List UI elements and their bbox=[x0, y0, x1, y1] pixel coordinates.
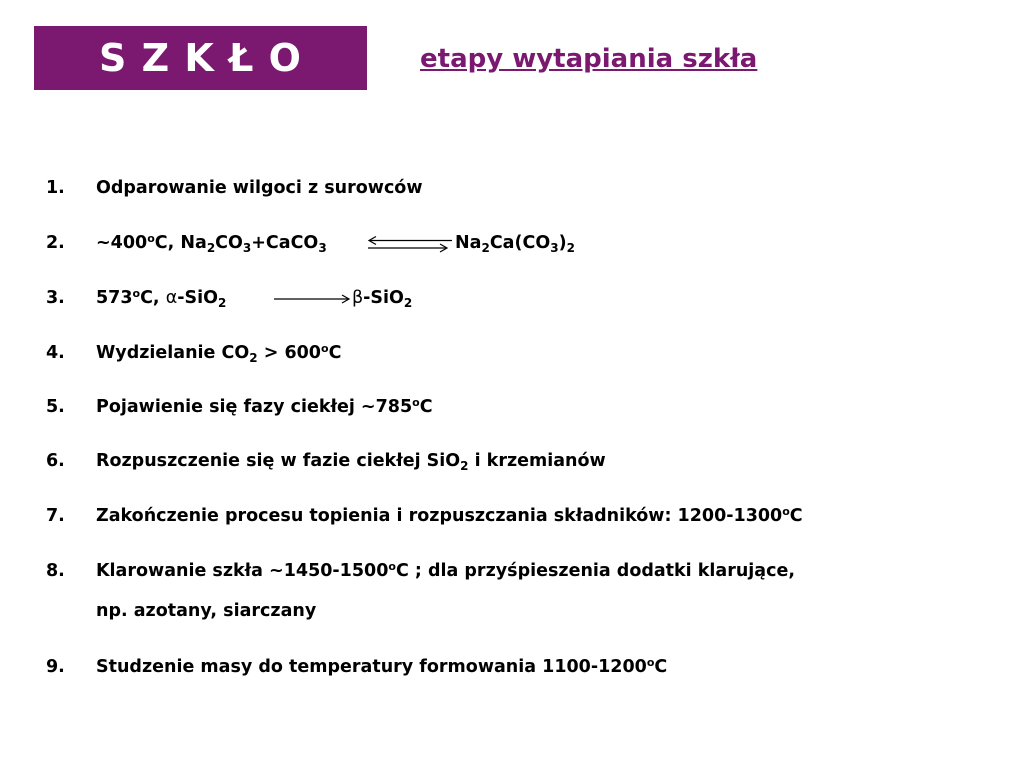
step-text: Pojawienie się fazy ciekłej ~785$^o$C bbox=[96, 396, 433, 417]
step-4 bbox=[0, 343, 1024, 373]
slide-title: S Z K Ł O bbox=[99, 36, 302, 80]
step-number: 7. bbox=[46, 506, 65, 526]
slide-subtitle: etapy wytapiania szkła bbox=[420, 44, 758, 74]
step-text: Klarowanie szkła ~1450-1500$^o$C ; dla przyśpieszenia dodatki klarujące, bbox=[96, 560, 796, 581]
transition-arrow-icon bbox=[272, 291, 352, 307]
step-8 bbox=[0, 561, 1024, 631]
step-text: Odparowanie wilgoci z surowców bbox=[96, 178, 423, 198]
step-7 bbox=[0, 506, 1024, 536]
step-5 bbox=[0, 397, 1024, 427]
step-text: ~400$^o$C, $Na_2CO_3+CaCO_3$ bbox=[96, 232, 327, 255]
step-text-continuation: np. azotany, siarczany bbox=[96, 601, 317, 621]
step-number: 3. bbox=[46, 288, 65, 308]
step-3 bbox=[0, 288, 1024, 318]
step-text: Rozpuszczenie się w fazie ciekłej SiO$_2$ i krzemianów bbox=[96, 451, 606, 473]
step-1 bbox=[0, 178, 1024, 208]
step-number: 9. bbox=[46, 657, 65, 677]
step-number: 8. bbox=[46, 561, 65, 581]
transition-product: β-SiO$_2$ bbox=[352, 288, 413, 310]
step-9 bbox=[0, 657, 1024, 687]
step-number: 6. bbox=[46, 451, 65, 471]
step-text: 573$^o$C, α-SiO$_2$ bbox=[96, 287, 227, 310]
equilibrium-arrow-icon bbox=[364, 235, 454, 255]
step-text: Wydzielanie $CO_2 > 600^oC$ bbox=[96, 342, 342, 365]
step-text: Zakończenie procesu topienia i rozpuszczania składników: 1200-1300$^o$C bbox=[96, 505, 803, 526]
step-text: Studzenie masy do temperatury formowania 1100-1200$^o$C bbox=[96, 656, 668, 677]
step-2 bbox=[0, 233, 1024, 263]
step-number: 4. bbox=[46, 343, 65, 363]
step-number: 1. bbox=[46, 178, 65, 198]
step-6 bbox=[0, 451, 1024, 481]
slide-title-box bbox=[34, 26, 367, 90]
reaction-product: $Na_2Ca(CO_3)_2$ bbox=[455, 233, 575, 255]
step-number: 5. bbox=[46, 397, 65, 417]
step-number: 2. bbox=[46, 233, 65, 253]
